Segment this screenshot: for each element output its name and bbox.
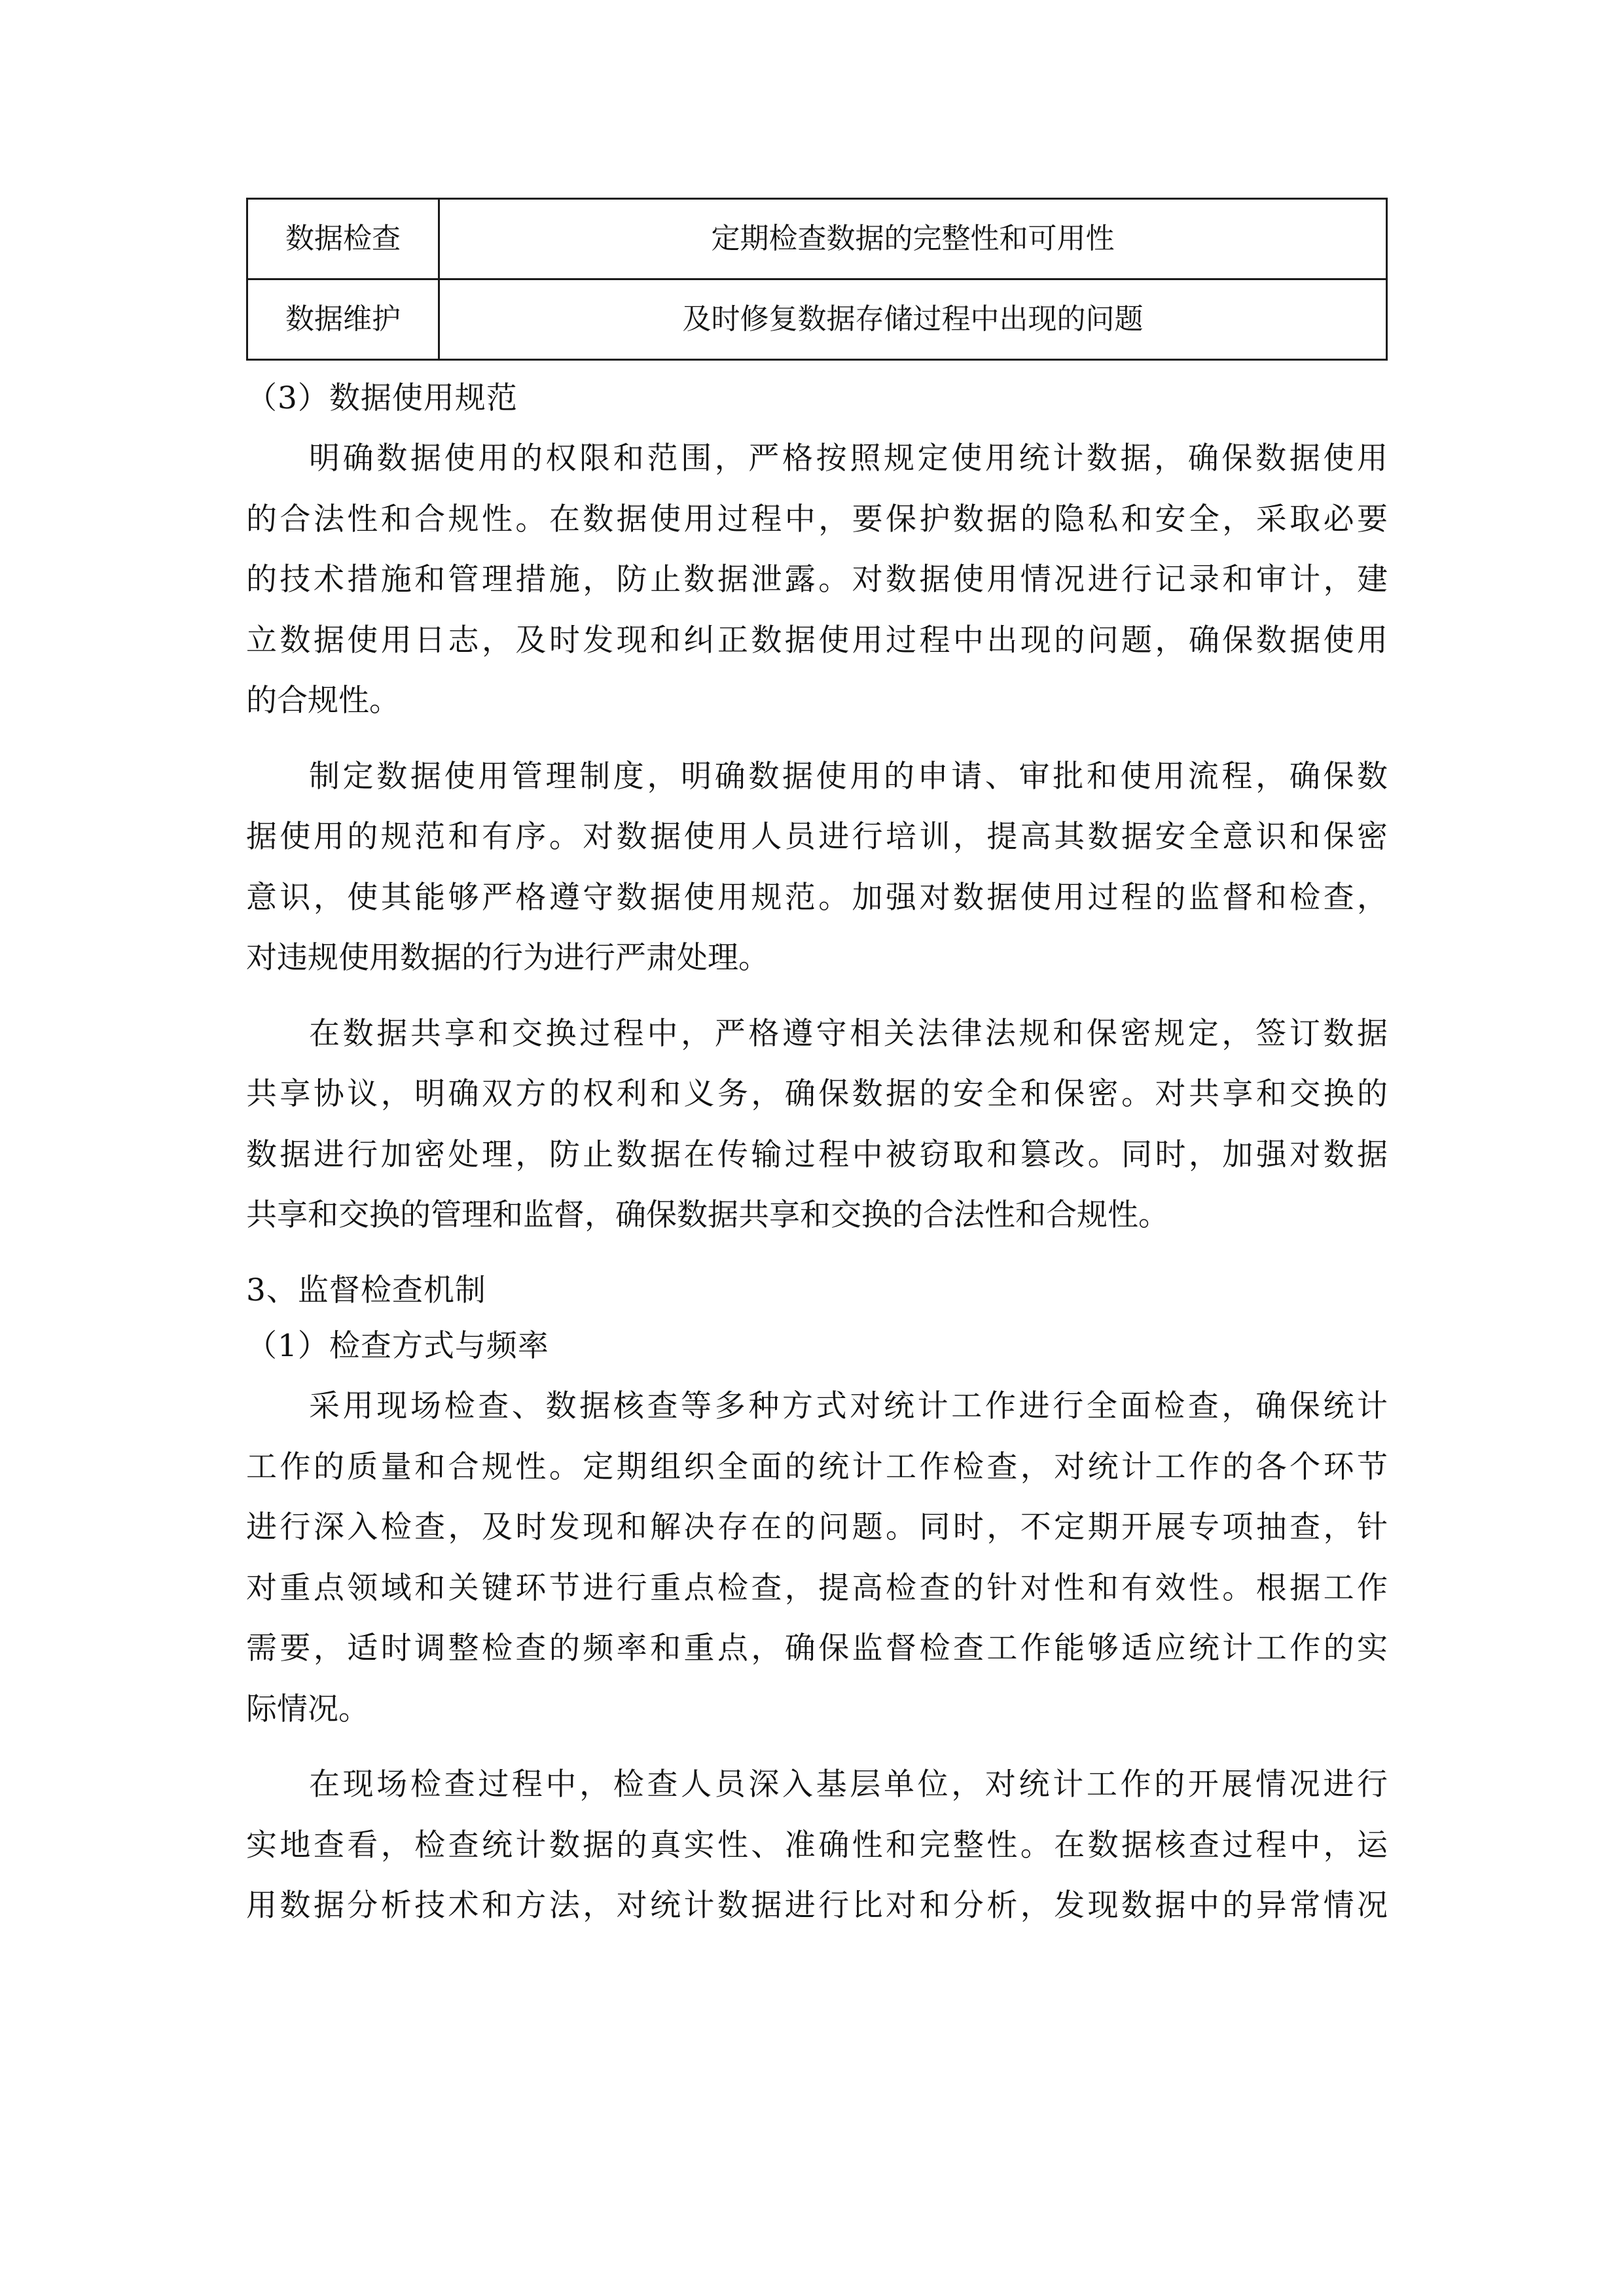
table-row	[247, 199, 1387, 279]
paragraph-line: 意识，使其能够严格遵守数据使用规范。加强对数据使用过程的监督和检查，	[246, 880, 1388, 916]
paragraph-line: 的合法性和合规性。在数据使用过程中，要保护数据的隐私和安全，采取必要	[246, 501, 1388, 537]
subsection-heading-inspection: （1）检查方式与频率	[246, 1328, 549, 1364]
paragraph-line: 需要，适时调整检查的频率和重点，确保监督检查工作能够适应统计工作的实	[246, 1630, 1388, 1666]
paragraph-line: 实地查看，检查统计数据的真实性、准确性和完整性。在数据核查过程中，运	[246, 1827, 1388, 1863]
table-cell-label: 数据检查	[247, 199, 439, 279]
paragraph-line: 立数据使用日志，及时发现和纠正数据使用过程中出现的问题，确保数据使用	[246, 622, 1388, 658]
table-cell-label: 数据维护	[247, 279, 439, 360]
paragraph-line: 采用现场检查、数据核查等多种方式对统计工作进行全面检查，确保统计	[309, 1388, 1388, 1424]
paragraph-line: 数据进行加密处理，防止数据在传输过程中被窃取和篡改。同时，加强对数据	[246, 1137, 1388, 1173]
paragraph-line: 据使用的规范和有序。对数据使用人员进行培训，提高其数据安全意识和保密	[246, 819, 1388, 855]
paragraph-line: 对重点领域和关键环节进行重点检查，提高检查的针对性和有效性。根据工作	[246, 1570, 1388, 1606]
paragraph-line: 进行深入检查，及时发现和解决存在的问题。同时，不定期开展专项抽查，针	[246, 1509, 1388, 1545]
paragraph-line: 制定数据使用管理制度，明确数据使用的申请、审批和使用流程，确保数	[309, 759, 1388, 795]
paragraph-line: 共享和交换的管理和监督，确保数据共享和交换的合法性和合规性。	[246, 1197, 1169, 1233]
paragraph-line: 用数据分析技术和方法，对统计数据进行比对和分析，发现数据中的异常情况	[246, 1888, 1388, 1924]
section-heading-data-usage: （3）数据使用规范	[246, 380, 518, 416]
table-cell-desc: 定期检查数据的完整性和可用性	[439, 199, 1387, 279]
paragraph-line: 在现场检查过程中，检查人员深入基层单位，对统计工作的开展情况进行	[309, 1767, 1388, 1803]
table-row	[247, 279, 1387, 360]
table-cell-desc: 及时修复数据存储过程中出现的问题	[439, 279, 1387, 360]
paragraph-line: 明确数据使用的权限和范围，严格按照规定使用统计数据，确保数据使用	[309, 440, 1388, 476]
paragraph-line: 在数据共享和交换过程中，严格遵守相关法律法规和保密规定，签订数据	[309, 1016, 1388, 1052]
paragraph-line: 的技术措施和管理措施，防止数据泄露。对数据使用情况进行记录和审计，建	[246, 562, 1388, 598]
paragraph-line: 共享协议，明确双方的权利和义务，确保数据的安全和保密。对共享和交换的	[246, 1076, 1388, 1112]
section-heading-supervision: 3、监督检查机制	[246, 1272, 486, 1308]
data-management-table	[246, 198, 1388, 361]
paragraph-line: 对违规使用数据的行为进行严肃处理。	[246, 940, 769, 976]
paragraph-line: 的合规性。	[246, 683, 400, 719]
paragraph-line: 工作的质量和合规性。定期组织全面的统计工作检查，对统计工作的各个环节	[246, 1449, 1388, 1485]
paragraph-line: 际情况。	[246, 1691, 369, 1727]
